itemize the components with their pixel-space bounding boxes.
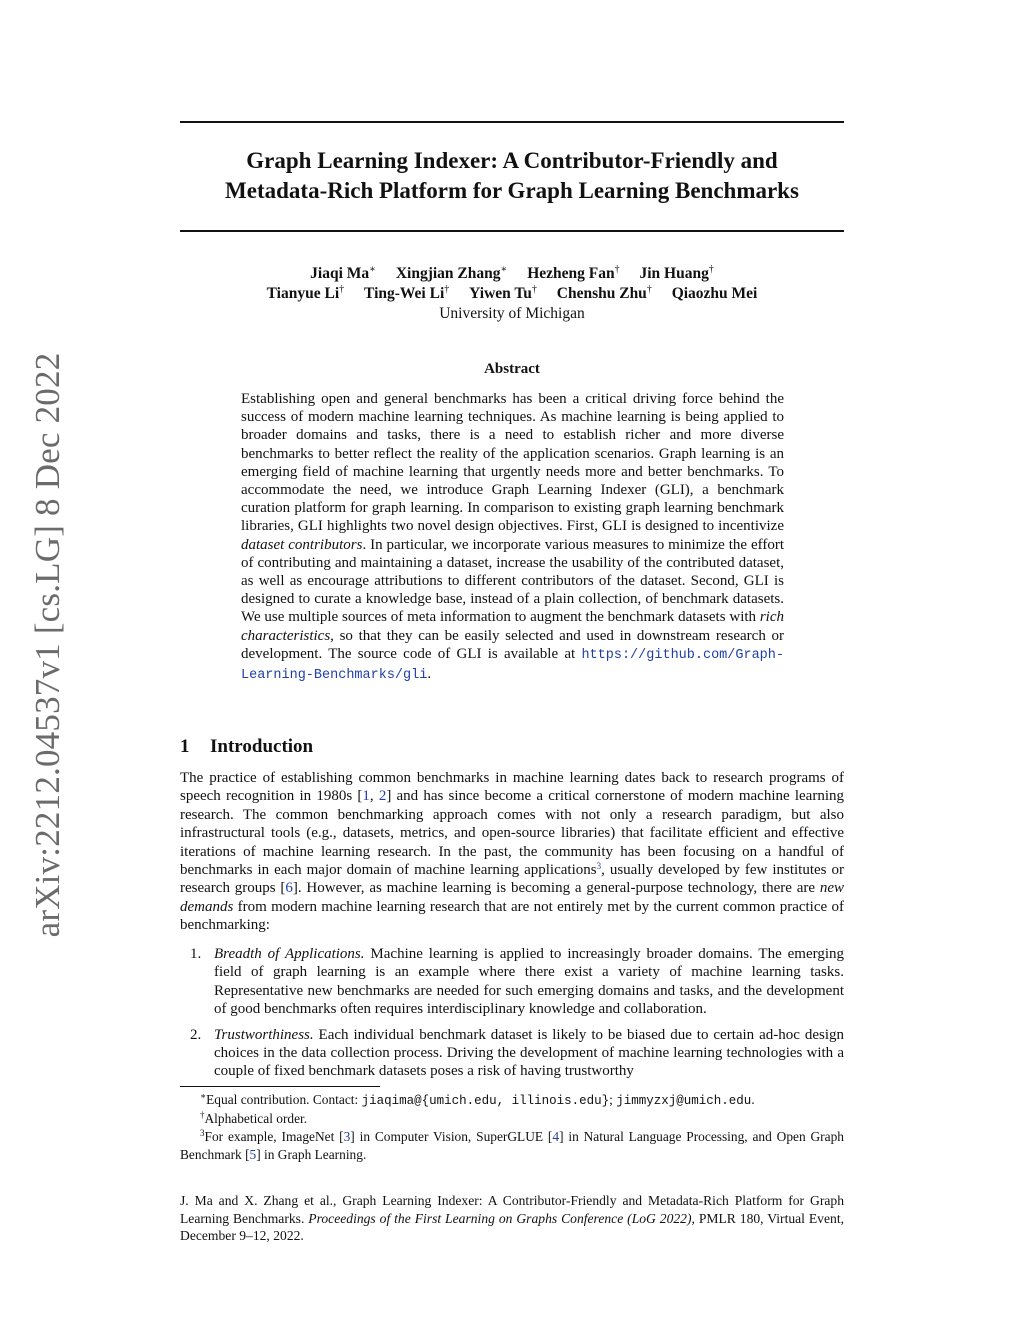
title-line-2: Metadata-Rich Platform for Graph Learning Benchmarks bbox=[225, 178, 799, 203]
author-name: Jiaqi Ma∗ bbox=[310, 264, 376, 282]
source-code-link[interactable]: https://github.com/Graph-Learning-Benchmarks/gli bbox=[241, 647, 784, 684]
footnote-equal-contribution: ∗Equal contribution. Contact: jiaqima@{umich.edu, illinois.edu}; jimmyzxj@umich.edu. bbox=[200, 1091, 755, 1108]
author-row-1 bbox=[180, 264, 844, 284]
list-item: 1. Breadth of Applications. Machine learning is applied to increasingly broader domains. The emerging field of graph learning is an example where there exist a variety of machine learning tasks. Representative new benchmarks are needed for such emerging domains and tasks, and the development of good benchmarks often requires interdisciplinary knowledge and collaboration. bbox=[190, 946, 844, 1018]
footnotes bbox=[180, 1091, 844, 1164]
title-bottom-rule bbox=[180, 230, 844, 232]
author-name: Yiwen Tu† bbox=[469, 284, 537, 302]
citation-link[interactable]: 5 bbox=[249, 1147, 257, 1162]
author-name: Qiaozhu Mei bbox=[671, 285, 758, 302]
author-row-2 bbox=[180, 284, 844, 304]
citation-link[interactable]: 4 bbox=[552, 1129, 560, 1144]
section-heading-introduction: 1 Introduction bbox=[180, 736, 314, 757]
abstract-heading: Abstract bbox=[484, 361, 540, 377]
affiliation: University of Michigan bbox=[439, 305, 585, 322]
paper-title bbox=[180, 146, 844, 206]
citation-link[interactable]: 6 bbox=[285, 880, 293, 897]
conference-note: J. Ma and X. Zhang et al., Graph Learning Indexer: A Contributor-Friendly and Metadata-Rich Platform for Graph Learning Benchmarks. Proceedings of the First Learning on Graphs Conference (LoG 2022), PMLR 180, Virtual Event, December 9–12, 2022. bbox=[180, 1193, 844, 1243]
author-name: Ting-Wei Li† bbox=[364, 284, 450, 302]
arxiv-stamp: arXiv:2212.04537v1 [cs.LG] 8 Dec 2022 bbox=[28, 352, 67, 938]
footnote-alphabetical: †Alphabetical order. bbox=[200, 1110, 308, 1126]
author-block bbox=[180, 264, 844, 324]
list-item: 2. Trustworthiness. Each individual benchmark dataset is likely to be biased due to certain ad-hoc design choices in the data collection process. Driving the development of machine learning technologies with a couple of fixed benchmark datasets poses a risk of having trustworthy bbox=[190, 1026, 844, 1080]
footnote-ref[interactable]: 3 bbox=[596, 861, 602, 872]
author-name: Tianyue Li† bbox=[266, 284, 345, 302]
introduction-paragraph: The practice of establishing common benchmarks in machine learning dates back to research programs of speech recognition in 1980s [1, 2] and has since become a critical cornerstone of modern machine learning research. The common benchmarking approach comes with not only a research paradigm, but also infrastructural tools (e.g., datasets, metrics, and open-source libraries) that facilitate efficient and effective iterations of machine learning research. In the past, the community has been focusing on a handful of benchmarks in each major domain of machine learning applications$^3$, usually developed by few institutes or research groups [6]. However, as machine learning is becoming a general-purpose technology, there are new demands from modern machine learning research that are not entirely met by the current common practice of benchmarking: bbox=[180, 770, 844, 934]
author-name: Jin Huang† bbox=[639, 264, 714, 282]
footnote-examples: $^3$For example, ImageNet [3] in Computer Vision, SuperGLUE [4] in Natural Language Processing, and Open Graph Benchmark [5] in Graph Learning. bbox=[180, 1128, 844, 1162]
citation-link[interactable]: 3 bbox=[343, 1129, 351, 1144]
author-name: Hezheng Fan† bbox=[527, 264, 620, 282]
citation-link[interactable]: 1 bbox=[362, 788, 370, 805]
title-top-rule bbox=[180, 121, 844, 123]
abstract-body: Establishing open and general benchmarks has been a critical driving force behind the success of modern machine learning techniques. As machine learning is being applied to broader domains and tasks, there is a need to establish richer and more diverse benchmarks to better reflect the reality of the application scenarios. Graph learning is an emerging field of machine learning that urgently needs more and better benchmarks. To accommodate the need, we introduce Graph Learning Indexer (GLI), a benchmark curation platform for graph learning. In comparison to existing graph learning benchmark libraries, GLI highlights two novel design objectives. First, GLI is designed to incentivize dataset contributors. In particular, we incorporate various measures to minimize the effort of contributing and maintaining a dataset, increase the usability of the contributed dataset, as well as encourage attributions to different contributors of the dataset. Second, GLI is designed to curate a knowledge base, instead of a plain collection, of benchmark datasets. We use multiple sources of meta information to augment the benchmark datasets with rich characteristics, so that they can be easily selected and used in downstream research or development. The source code of GLI is available at https://github.com/Graph-Learning-Benchmarks/gli. bbox=[241, 391, 784, 684]
citation-link[interactable]: 2 bbox=[378, 788, 387, 805]
author-name: Chenshu Zhu† bbox=[556, 284, 652, 302]
demands-list bbox=[180, 945, 844, 1088]
author-name: Xingjian Zhang∗ bbox=[395, 264, 508, 282]
footnote-rule bbox=[180, 1086, 380, 1087]
title-line-1: Graph Learning Indexer: A Contributor-Friendly and bbox=[246, 148, 778, 173]
